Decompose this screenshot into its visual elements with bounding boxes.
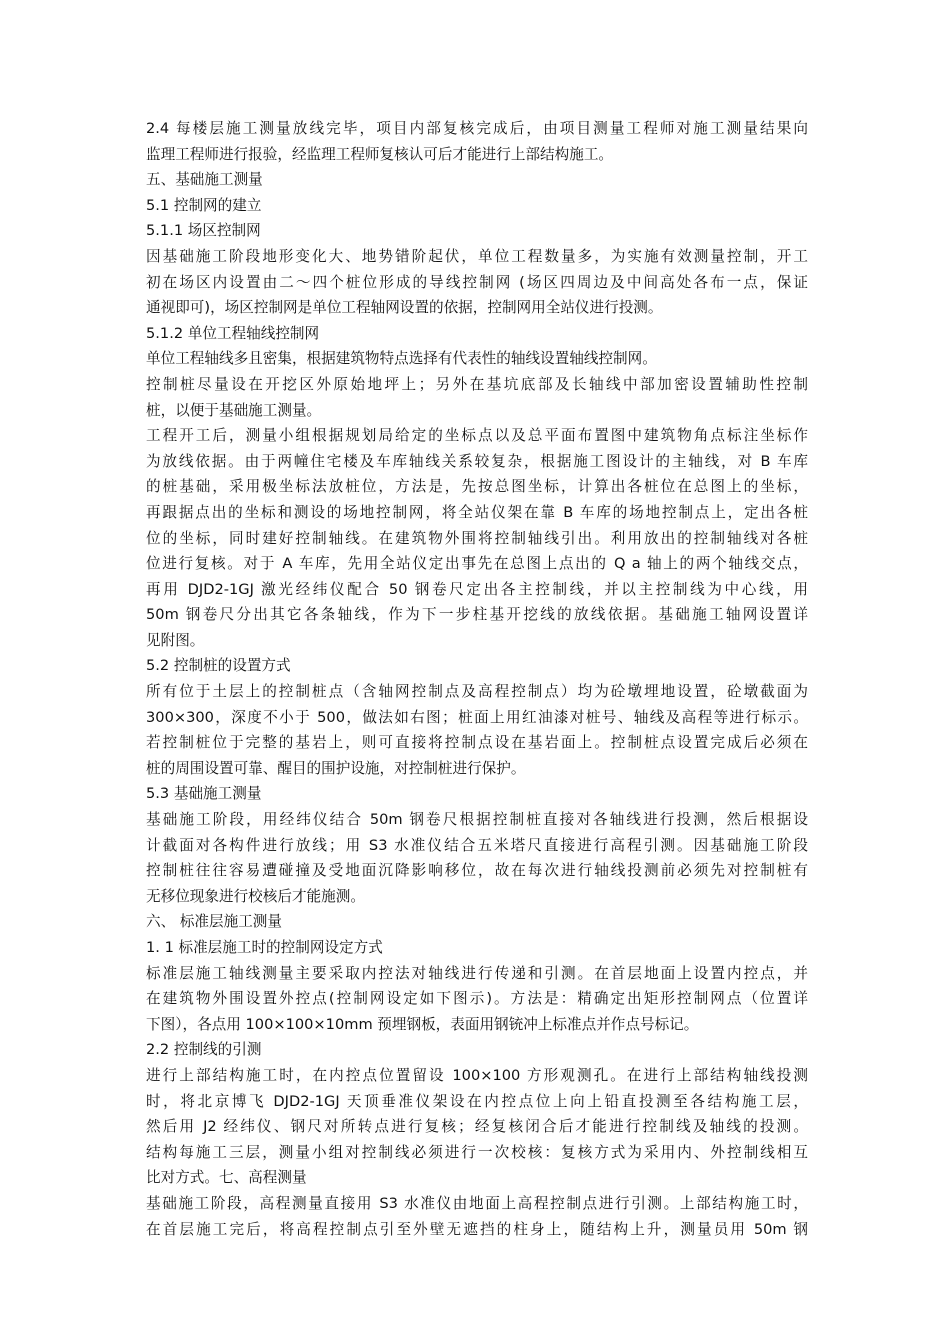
document-body [146, 116, 808, 1242]
text-line: 标准层施工轴线测量主要采取内控法对轴线进行传递和引测。在首层地面上设置内控点，并 [146, 964, 808, 982]
text-line: 桩的周围设置可靠、醒目的围护设施，对控制桩进行保护。 [146, 759, 526, 777]
text-line: 时，将北京博飞 DJD2-1GJ 天顶垂准仪架设在内控点位上向上铅直投测至各结构施工层， [146, 1092, 808, 1110]
text-line: 的桩基础，采用极坐标法放桩位，方法是，先按总图坐标，计算出各桩位在总图上的坐标， [146, 478, 808, 496]
text-line: 2.2 控制线的引测 [146, 1041, 262, 1059]
text-line: 5.1.1 场区控制网 [146, 222, 261, 240]
text-line: 监理工程师进行报验，经监理工程师复核认可后才能进行上部结构施工。 [146, 145, 614, 163]
text-line: 基础施工阶段，高程测量直接用 S3 水准仪由地面上高程控制点进行引测。上部结构施工时， [146, 1194, 808, 1212]
text-line: 位进行复核。对于 A 车库，先用全站仪定出事先在总图上点出的 Q a 轴上的两个轴线交点， [146, 555, 808, 573]
text-line: 控制桩往往容易遭碰撞及受地面沉降影响移位，故在每次进行轴线投测前必须先对控制桩有 [146, 862, 808, 880]
text-line: 控制桩尽量设在开挖区外原始地坪上；另外在基坑底部及长轴线中部加密设置辅助性控制 [146, 375, 808, 393]
text-line: 结构每施工三层，测量小组对控制线必须进行一次校核：复核方式为采用内、外控制线相互 [146, 1143, 808, 1161]
text-line: 为放线依据。由于两幢住宅楼及车库轴线关系较复杂，根据施工图设计的主轴线，对 B 车库 [146, 452, 808, 470]
text-line: 2.4 每楼层施工测量放线完毕，项目内部复核完成后，由项目测量工程师对施工测量结果向 [146, 120, 808, 137]
text-line: 五、基础施工测量 [146, 171, 263, 189]
text-line: 下图），各点用 100×100×10mm 预埋钢板，表面用钢铳冲上标准点并作点号标记。 [146, 1015, 699, 1033]
text-line: 50m 钢卷尺分出其它各条轴线，作为下一步柱基开挖线的放线依据。基础施工轴网设置详 [146, 606, 808, 624]
text-line: 比对方式。七、高程测量 [146, 1169, 307, 1187]
text-line: 基础施工阶段，用经纬仪结合 50m 钢卷尺根据控制桩直接对各轴线进行投测，然后根据设 [146, 811, 808, 829]
text-line: 所有位于土层上的控制桩点（含轴网控制点及高程控制点）均为砼墩埋地设置，砼墩截面为 [146, 683, 808, 701]
text-line: 5.1.2 单位工程轴线控制网 [146, 324, 320, 342]
text-line: 桩，以便于基础施工测量。 [146, 401, 322, 419]
text-line: 单位工程轴线多且密集，根据建筑物特点选择有代表性的轴线设置轴线控制网。 [146, 350, 657, 368]
text-line: 位的坐标，同时建好控制轴线。在建筑物外围将控制轴线引出。利用放出的控制轴线对各桩 [146, 529, 808, 547]
text-line: 见附图。 [146, 631, 205, 649]
text-line: 进行上部结构施工时，在内控点位置留设 100×100 方形观测孔。在进行上部结构轴线投测 [146, 1066, 808, 1084]
text-line: 若控制桩位于完整的基岩上，则可直接将控制点设在基岩面上。控制桩点设置完成后必须在 [146, 734, 808, 752]
text-line: 300×300，深度不小于 500，做法如右图；桩面上用红油漆对桩号、轴线及高程等进行标示。 [146, 708, 808, 726]
text-line: 初在场区内设置由二～四个桩位形成的导线控制网 (场区四周边及中间高处各布一点，保证 [146, 273, 808, 291]
text-line: 在首层施工完后，将高程控制点引至外壁无遮挡的柱身上，随结构上升，测量员用 50m 钢 [146, 1220, 808, 1238]
text-line: 工程开工后，测量小组根据规划局给定的坐标点以及总平面布置图中建筑物角点标注坐标作 [146, 427, 808, 445]
text-line: 计截面对各构件进行放线；用 S3 水准仪结合五米塔尺直接进行高程引测。因基础施工阶段 [146, 836, 808, 854]
text-line: 因基础施工阶段地形变化大、地势错阶起伏，单位工程数量多，为实施有效测量控制，开工 [146, 247, 808, 265]
text-line: 再跟据点出的坐标和测设的场地控制网，将全站仪架在靠 B 车库的场地控制点上，定出各桩 [146, 503, 808, 521]
text-line: 然后用 J2 经纬仪、钢尺对所转点进行复核；经复核闭合后才能进行控制线及轴线的投测。 [146, 1118, 808, 1136]
text-line: 在建筑物外围设置外控点(控制网设定如下图示)。方法是：精确定出矩形控制网点（位置详 [146, 990, 808, 1008]
text-line: 六、 标准层施工测量 [146, 913, 282, 931]
text-line: 1. 1 标准层施工时的控制网设定方式 [146, 939, 383, 956]
text-line: 5.3 基础施工测量 [146, 785, 262, 803]
text-line: 5.2 控制桩的设置方式 [146, 657, 291, 675]
text-line: 再用 DJD2-1GJ 激光经纬仪配合 50 钢卷尺定出各主控制线，并以主控制线为中心线，用 [146, 580, 808, 598]
text-line: 通视即可)，场区控制网是单位工程轴网设置的依据，控制网用全站仪进行投测。 [146, 299, 663, 317]
text-line: 无移位现象进行校核后才能施测。 [146, 887, 365, 905]
text-line: 5.1 控制网的建立 [146, 196, 262, 214]
